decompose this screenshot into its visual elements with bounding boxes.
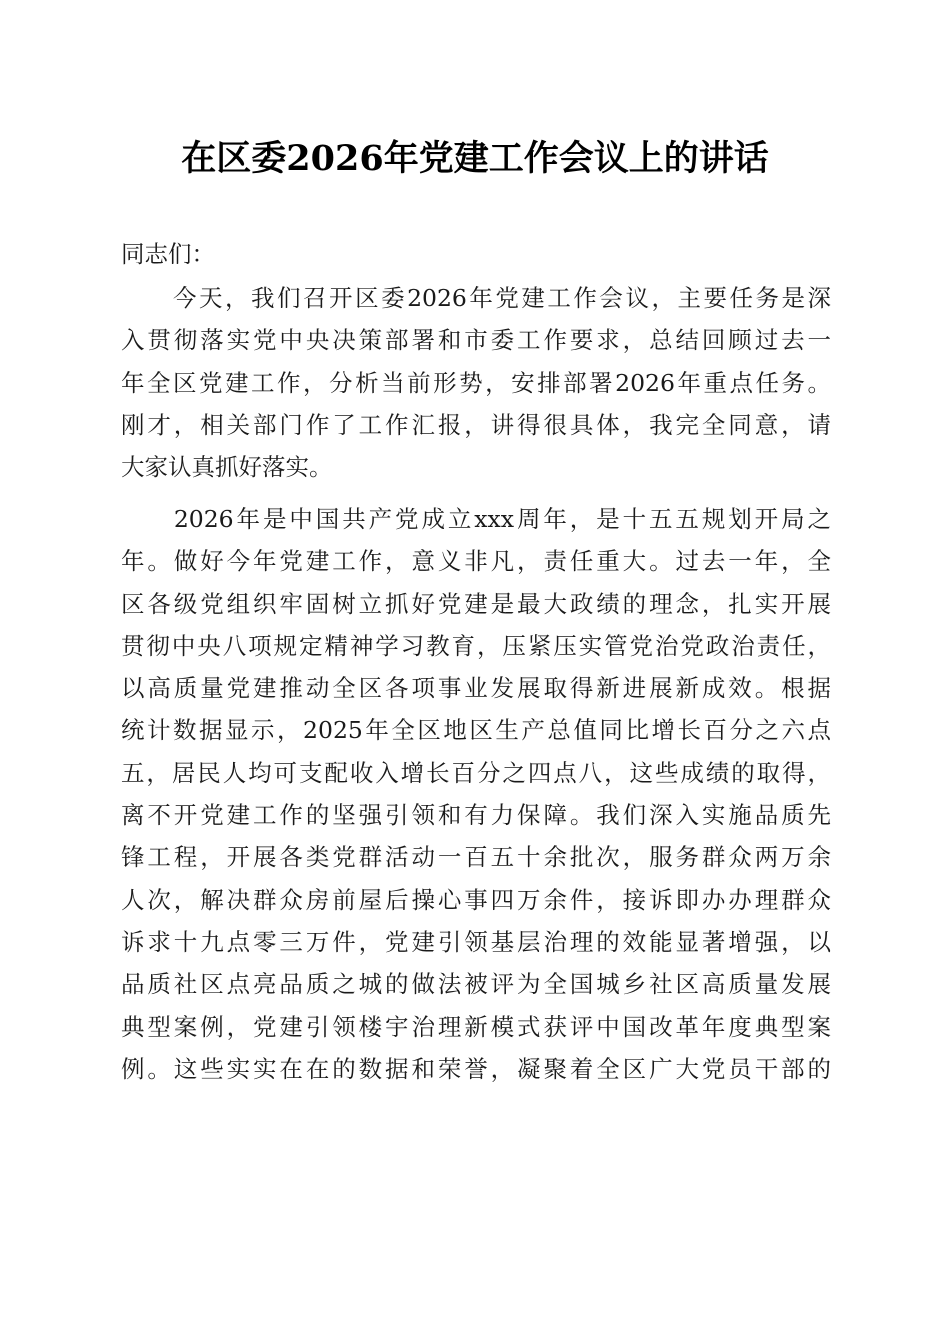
paragraph-line: 人次，解决群众房前屋后操心事四万余件，接诉即办办理群众	[121, 885, 831, 914]
paragraph-line: 统计数据显示，2025年全区地区生产总值同比增长百分之六点	[121, 716, 831, 745]
paragraph-line: 刚才，相关部门作了工作汇报，讲得很具体，我完全同意，请	[121, 410, 831, 439]
paragraph-line: 品质社区点亮品质之城的做法被评为全国城乡社区高质量发展	[121, 970, 831, 999]
paragraph-2	[121, 498, 831, 1090]
greeting: 同志们：	[121, 240, 215, 268]
paragraph-line: 例。这些实实在在的数据和荣誉，凝聚着全区广大党员干部的	[121, 1054, 831, 1083]
paragraph-line: 年全区党建工作，分析当前形势，安排部署2026年重点任务。	[121, 368, 831, 397]
paragraph-line: 贯彻中央八项规定精神学习教育，压紧压实管党治党政治责任，	[121, 631, 831, 660]
paragraph-line: 年。做好今年党建工作，意义非凡，责任重大。过去一年，全	[121, 547, 831, 576]
paragraph-line: 2026年是中国共产党成立xxx周年，是十五五规划开局之	[121, 505, 831, 533]
paragraph-line: 锋工程，开展各类党群活动一百五十余批次，服务群众两万余	[121, 843, 831, 872]
paragraph-line: 入贯彻落实党中央决策部署和市委工作要求，总结回顾过去一	[121, 326, 831, 355]
paragraph-line: 区各级党组织牢固树立抓好党建是最大政绩的理念，扎实开展	[121, 589, 831, 618]
document-title: 在区委2026年党建工作会议上的讲话	[181, 138, 769, 179]
paragraph-line: 离不开党建工作的坚强引领和有力保障。我们深入实施品质先	[121, 801, 831, 830]
paragraph-line: 典型案例，党建引领楼宇治理新模式获评中国改革年度典型案	[121, 1012, 831, 1041]
paragraph-1	[121, 277, 831, 488]
paragraph-line: 今天，我们召开区委2026年党建工作会议，主要任务是深	[121, 284, 831, 312]
paragraph-line: 大家认真抓好落实。	[121, 453, 333, 482]
paragraph-line: 以高质量党建推动全区各项事业发展取得新进展新成效。根据	[121, 674, 831, 703]
paragraph-line: 五，居民人均可支配收入增长百分之四点八，这些成绩的取得，	[121, 758, 831, 787]
paragraph-line: 诉求十九点零三万件，党建引领基层治理的效能显著增强，以	[121, 927, 831, 956]
